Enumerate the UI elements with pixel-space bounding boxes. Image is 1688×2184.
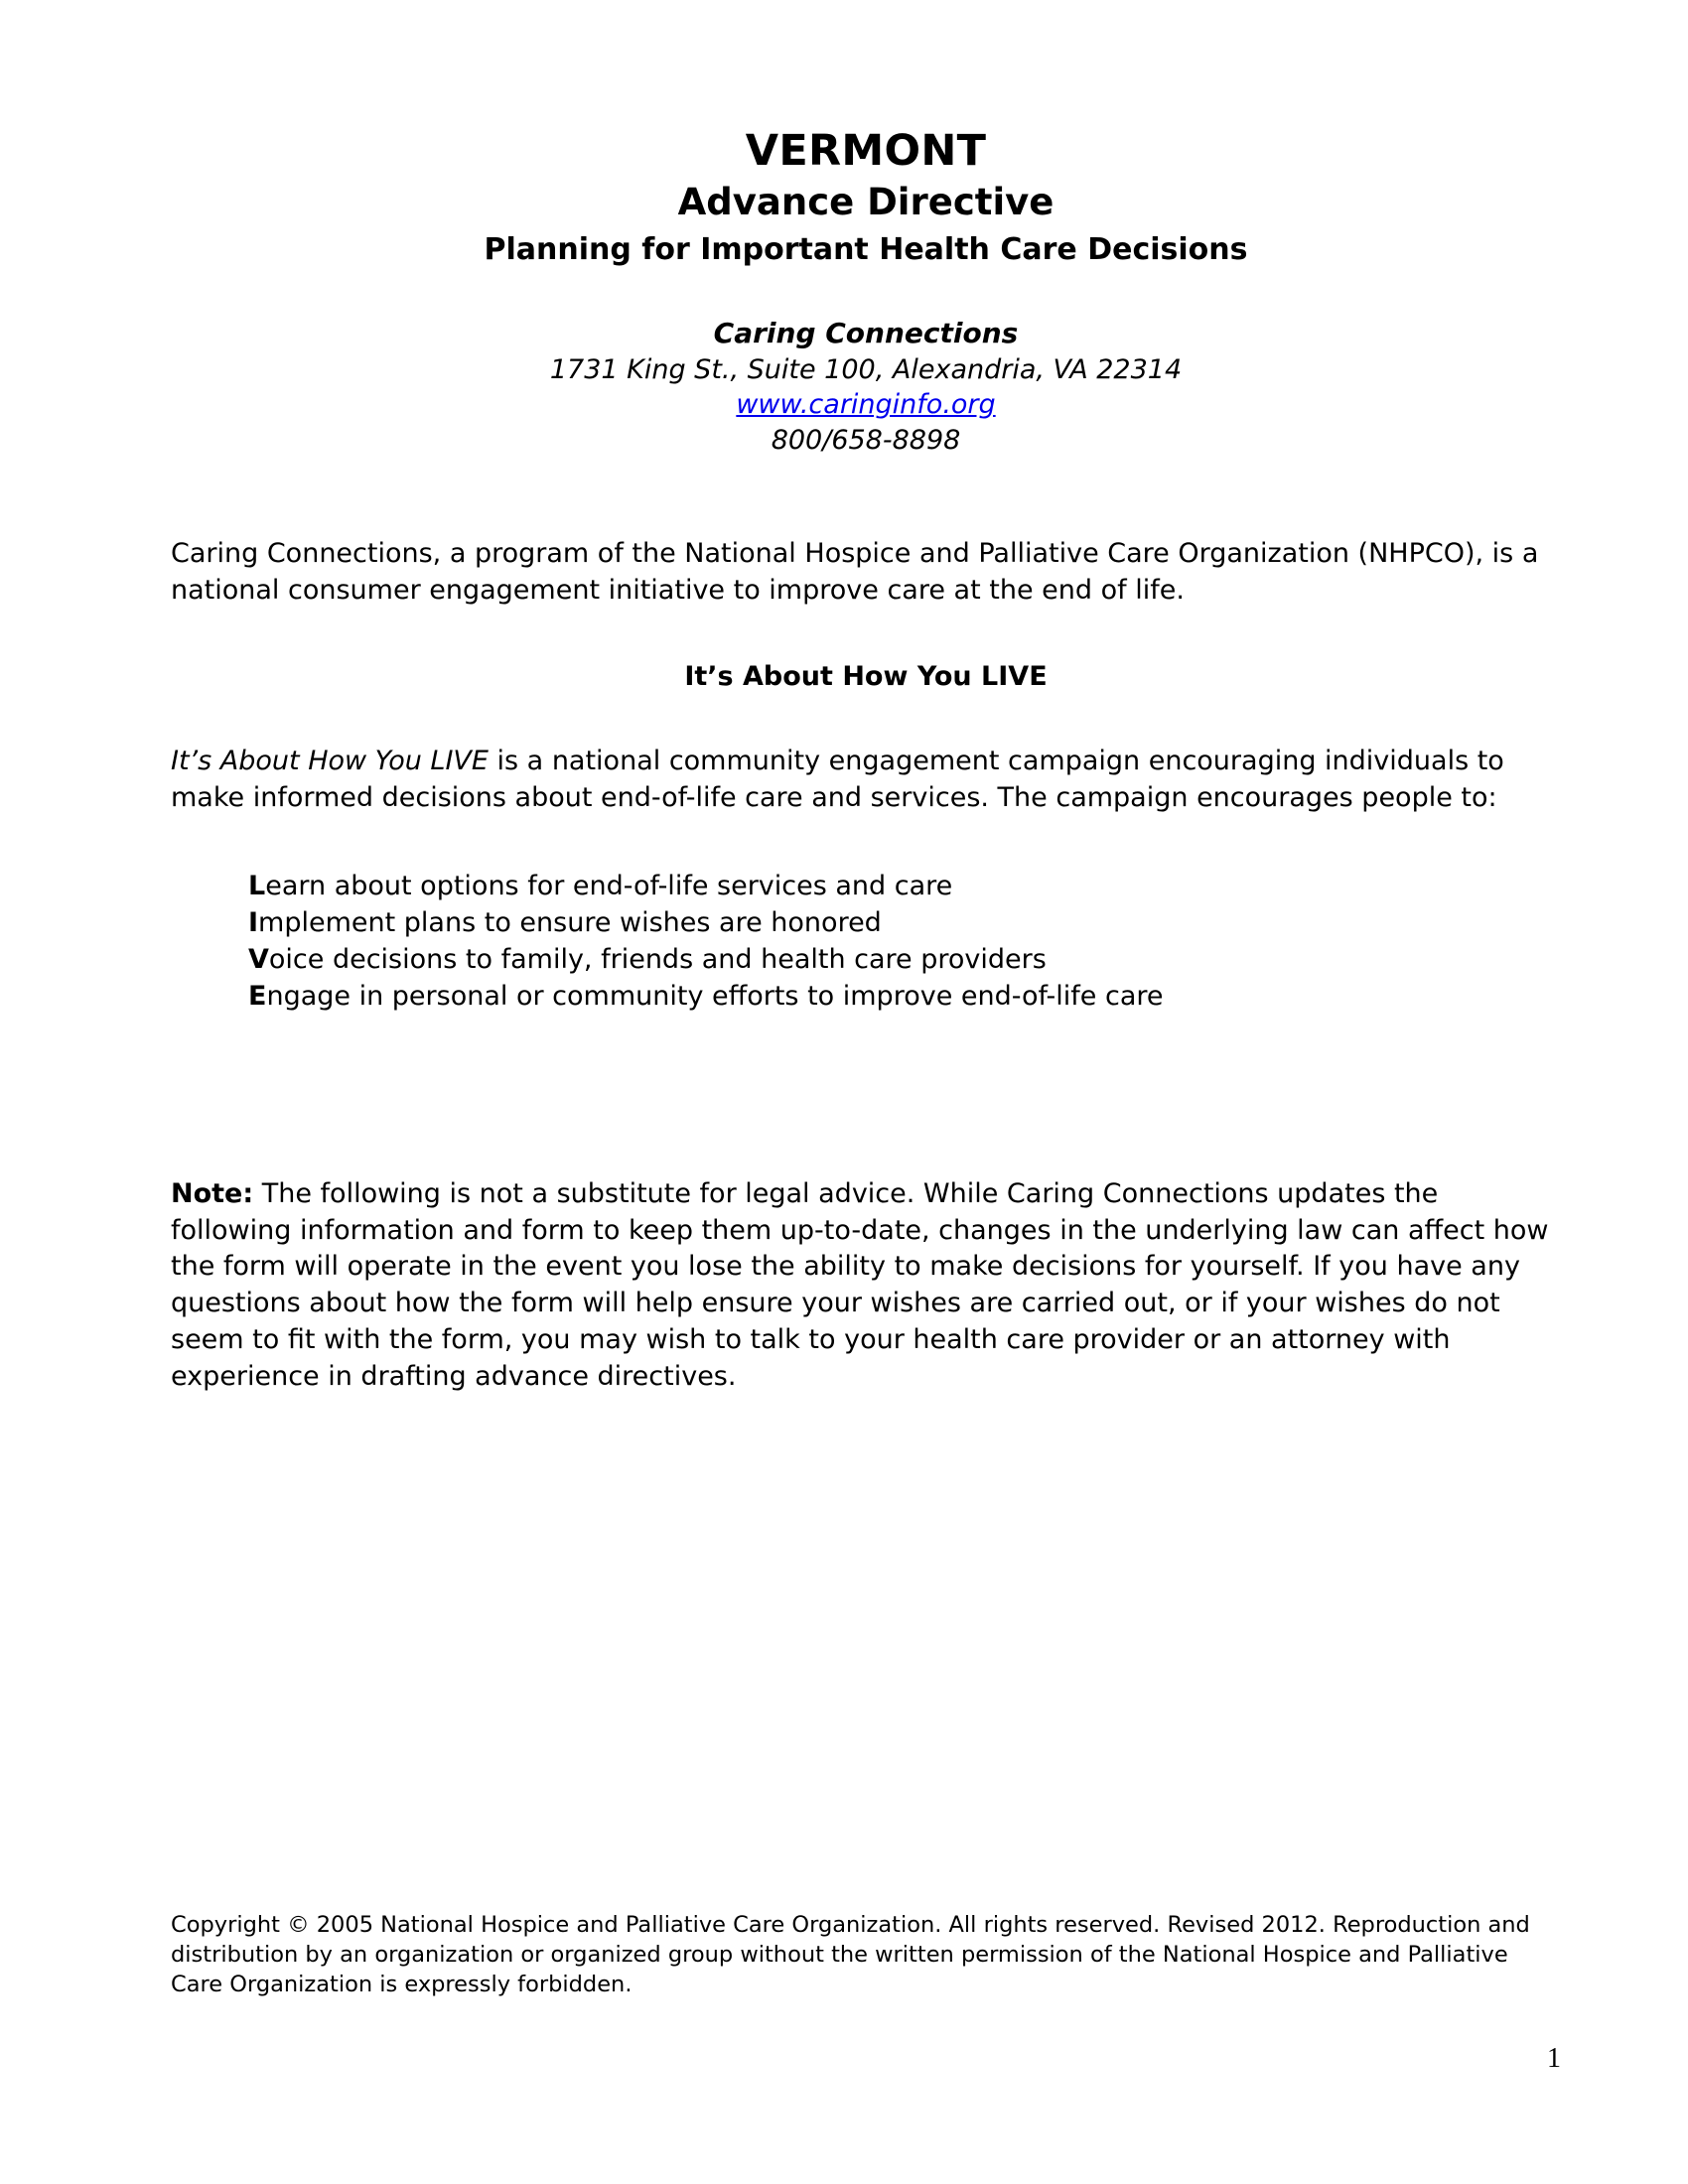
note-paragraph: [171, 1176, 1561, 1397]
contact-address: 1731 King St., Suite 100, Alexandria, VA 22314: [549, 353, 1183, 385]
contact-organization: Caring Connections: [713, 316, 1019, 349]
contact-block: [171, 316, 1561, 459]
contact-website-link[interactable]: www.caringinfo.org: [736, 389, 996, 421]
live-campaign-name: It’s About How You LIVE: [171, 745, 489, 776]
list-item: [248, 869, 1561, 905]
intro-paragraph: Caring Connections, a program of the National Hospice and Palliative Care Organization (NHPCO), is a national consumer engagement initiative to improve care at the end of life.: [171, 537, 1539, 606]
list-item: [248, 905, 1561, 942]
live-initial: E: [248, 980, 267, 1012]
note-text: The following is not a substitute for legal advice. While Caring Connections updates the following information and form to keep them up-to-date, changes in the underlying law can affect how the form will operate in the event you lose the ability to make decisions for yourself. If you have any questions about how the form will help ensure your wishes are carried out, or if your wishes do not seem to fit with the form, you may wish to talk to your health care provider or an attorney with experience in drafting advance directives.: [171, 1177, 1549, 1393]
copyright-notice: Copyright © 2005 National Hospice and Palliative Care Organization. All rights reserved. Revised 2012. Reproduction and distribution by an organization or organized group without the written permission of the National Hospice and Palliative Care Organization is expressly forbidden.: [171, 1912, 1530, 1997]
contact-phone: 800/658-8898: [771, 425, 961, 457]
page-title-subtitle: Planning for Important Health Care Decisions: [484, 231, 1248, 267]
note-label: Note:: [171, 1177, 254, 1209]
live-item-text: earn about options for end-of-life services and care: [265, 870, 953, 901]
page-content: [171, 0, 1561, 1396]
page-title-state: VERMONT: [745, 126, 987, 176]
live-item-text: oice decisions to family, friends and health care providers: [268, 943, 1047, 975]
page-number: 1: [1547, 2043, 1561, 2074]
live-item-text: mplement plans to ensure wishes are honored: [258, 906, 882, 938]
list-item: [248, 979, 1561, 1016]
live-initial: I: [248, 906, 259, 938]
live-paragraph: [171, 744, 1561, 817]
page-title-document: Advance Directive: [677, 181, 1055, 224]
live-initial: L: [248, 870, 266, 901]
live-item-text: ngage in personal or community efforts to improve end-of-life care: [266, 980, 1164, 1012]
live-initial: V: [248, 943, 269, 975]
title-block: [171, 0, 1561, 268]
list-item: [248, 942, 1561, 979]
contact-website-line: [171, 387, 1561, 423]
live-paragraph-rest: is a national community engagement campaign encouraging individuals to make informed decisions about end-of-life care and services. The campaign encourages people to:: [171, 745, 1504, 813]
section-heading-live: It’s About How You LIVE: [684, 660, 1048, 692]
live-acronym-list: [248, 869, 1561, 1016]
